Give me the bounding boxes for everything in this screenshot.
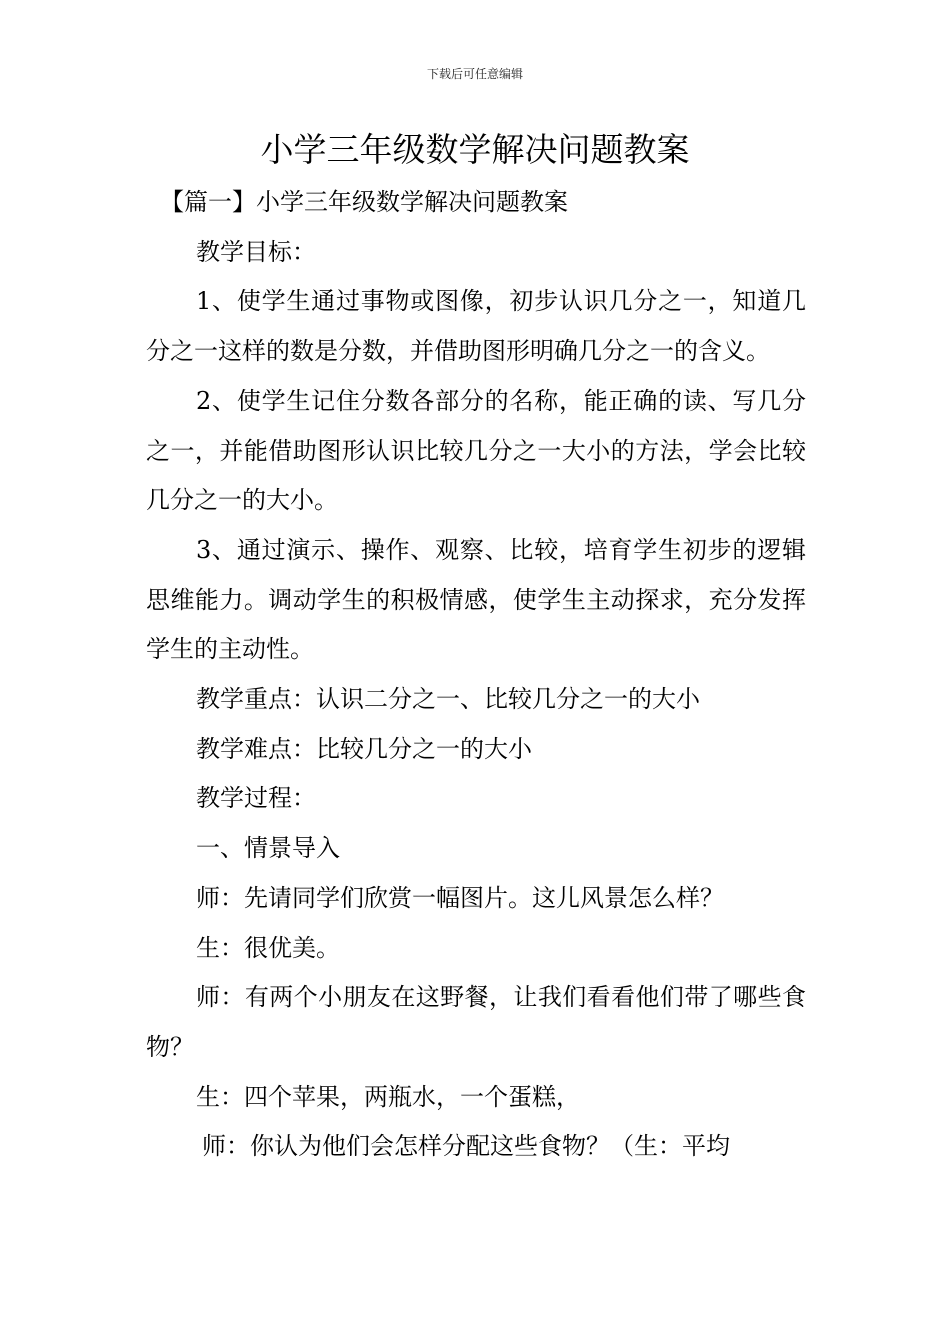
paragraph-objectives-label: 教学目标： (196, 237, 316, 266)
paragraph-key-points: 教学重点：认识二分之一、比较几分之一的大小 (196, 685, 700, 714)
document-body (146, 178, 806, 1172)
paragraph-dialogue: 师：你认为他们会怎样分配这些食物？（生：平均 (202, 1132, 730, 1161)
header-note: 下载后可任意编辑 (426, 67, 523, 81)
paragraph-objective-2: 2、使学生记住分数各部分的名称，能正确的读、写几分之一，并能借助图形认识比较几分之一大小的方法，学会比较几分之一的大小。 (146, 386, 806, 515)
paragraph-dialogue: 生：很优美。 (196, 933, 340, 962)
paragraph-difficulties: 教学难点：比较几分之一的大小 (196, 734, 532, 763)
section-heading: 【篇一】小学三年级数学解决问题教案 (160, 188, 568, 216)
paragraph-objective-1: 1、使学生通过事物或图像，初步认识几分之一，知道几分之一这样的数是分数，并借助图形明确几分之一的含义。 (146, 287, 806, 366)
paragraph-dialogue: 师：先请同学们欣赏一幅图片。这儿风景怎么样？ (196, 883, 724, 912)
paragraph-dialogue: 生：四个苹果，两瓶水，一个蛋糕， (196, 1082, 580, 1111)
paragraph-process-label: 教学过程： (196, 784, 316, 813)
document-title: 小学三年级数学解决问题教案 (260, 130, 690, 169)
paragraph-dialogue: 师：有两个小朋友在这野餐，让我们看看他们带了哪些食物？ (146, 983, 806, 1061)
paragraph-intro-heading: 一、情景导入 (196, 834, 340, 863)
paragraph-objective-3: 3、通过演示、操作、观察、比较，培育学生初步的逻辑思维能力。调动学生的积极情感，使学生主动探求，充分发挥学生的主动性。 (146, 535, 806, 664)
